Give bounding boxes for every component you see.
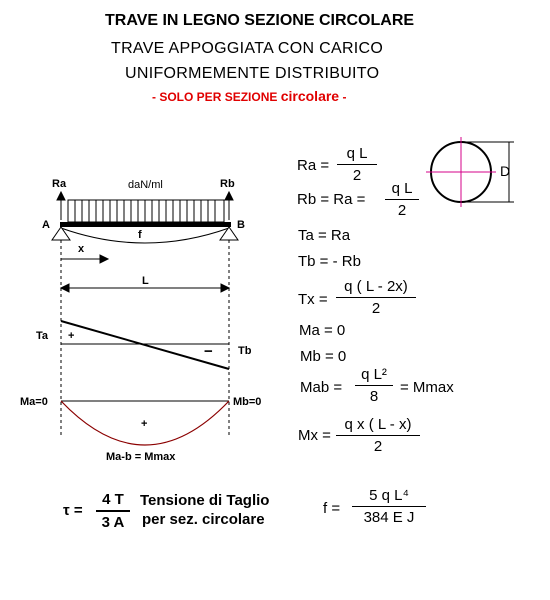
shear-plus: + <box>68 330 75 342</box>
note-word: circolare <box>280 88 340 104</box>
mab-rhs: = Mmax <box>400 379 454 396</box>
label-ra: Ra <box>52 178 67 190</box>
tau-fraction <box>96 491 130 531</box>
reaction-arrow-ra <box>57 192 65 220</box>
tau-lhs: τ = <box>63 502 83 519</box>
mab-fraction <box>355 366 393 405</box>
mx-fraction <box>336 416 420 455</box>
moment-plus: + <box>141 418 148 430</box>
tau-denominator: 3 A <box>96 510 130 531</box>
label-load: daN/ml <box>128 179 163 191</box>
note-dash-left: - <box>152 90 156 104</box>
mx-lhs: Mx = <box>298 427 331 444</box>
mab-denominator: 8 <box>355 385 393 405</box>
note-prefix: SOLO PER SEZIONE <box>159 90 278 104</box>
mab-lhs: Mab = <box>300 379 343 396</box>
label-ta: Ta <box>36 330 49 342</box>
label-ma0: Ma=0 <box>20 396 48 408</box>
ra-fraction <box>337 145 377 184</box>
page-title: TRAVE IN LEGNO SEZIONE CIRCOLARE <box>105 12 415 29</box>
tb-formula: Tb = - Rb <box>298 253 361 270</box>
label-f: f <box>138 229 142 241</box>
beam <box>60 222 231 227</box>
rb-lhs: Rb = Ra = <box>297 191 366 208</box>
label-rb: Rb <box>220 178 235 190</box>
rb-denominator: 2 <box>385 199 419 219</box>
mx-numerator: q x ( L - x) <box>344 416 412 433</box>
tx-lhs: Tx = <box>298 291 328 308</box>
note-dash-right: - <box>342 90 347 104</box>
x-arrow <box>61 255 108 263</box>
load-hatch <box>75 200 215 222</box>
subtitle-line2: UNIFORMEMENTE DISTRIBUITO <box>125 65 380 82</box>
label-d: D <box>500 163 511 179</box>
shear-minus: − <box>204 343 213 360</box>
tx-fraction <box>336 278 416 317</box>
mb-formula: Mb = 0 <box>300 348 347 365</box>
tension-line1: Tensione di Taglio <box>140 492 270 509</box>
ma-formula: Ma = 0 <box>299 322 346 339</box>
f-denominator: 384 E J <box>352 506 426 526</box>
tau-numerator: 4 T <box>102 491 124 508</box>
f-lhs: f = <box>323 500 341 517</box>
tension-line2: per sez. circolare <box>142 511 265 528</box>
label-x: x <box>78 243 85 255</box>
mx-denominator: 2 <box>336 435 420 455</box>
ta-formula: Ta = Ra <box>298 227 351 244</box>
ra-numerator: q L <box>346 145 368 162</box>
mab-numerator: q L² <box>361 366 387 383</box>
label-a: A <box>42 219 50 231</box>
rb-fraction <box>385 180 419 219</box>
label-b: B <box>237 219 245 231</box>
f-numerator: 5 q L⁴ <box>369 487 409 504</box>
f-fraction <box>352 487 426 526</box>
rb-numerator: q L <box>391 180 413 197</box>
label-l: L <box>142 275 149 287</box>
support-a <box>52 227 70 240</box>
label-mab: Ma-b = Mmax <box>106 451 176 463</box>
tx-denominator: 2 <box>336 297 416 317</box>
tx-numerator: q ( L - 2x) <box>344 278 408 295</box>
label-mb0: Mb=0 <box>233 396 262 408</box>
deflection-curve <box>61 228 229 243</box>
label-tb: Tb <box>238 345 252 357</box>
subtitle-line1: TRAVE APPOGGIATA CON CARICO <box>111 40 384 57</box>
reaction-arrow-rb <box>225 192 233 220</box>
support-b <box>220 227 238 240</box>
ra-lhs: Ra = <box>297 157 330 174</box>
ra-denominator: 2 <box>337 164 377 184</box>
